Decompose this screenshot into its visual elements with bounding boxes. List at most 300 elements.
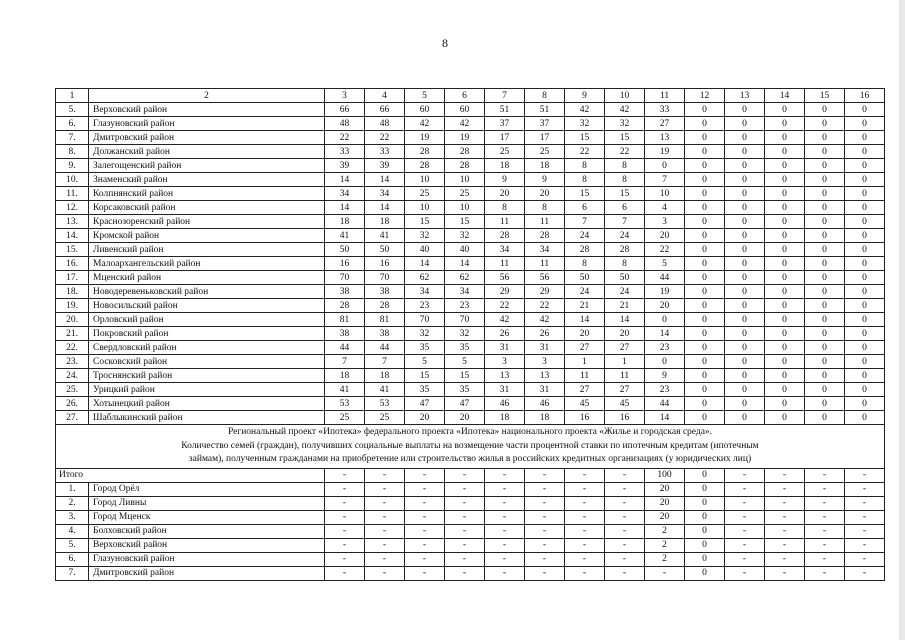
value-cell: 0 [685, 159, 725, 173]
value-cell: 0 [725, 243, 765, 257]
value-cell: 16 [605, 411, 645, 425]
value-cell: 50 [605, 271, 645, 285]
value-cell: 0 [805, 411, 845, 425]
value-cell: 0 [765, 117, 805, 131]
row-number: 6. [56, 552, 89, 566]
value-cell: 11 [525, 215, 565, 229]
district-name: Троснянский район [89, 369, 325, 383]
note-line: Региональный проект «Ипотека» федерального проекта «Ипотека» национального проекта «Жилье и городская среда». [227, 427, 713, 437]
table-row [56, 369, 885, 383]
value-cell: 35 [405, 383, 445, 397]
value-cell: - [565, 524, 605, 538]
district-name: Ливенский район [89, 243, 325, 257]
district-name: Болховский район [89, 524, 325, 538]
value-cell: - [525, 566, 565, 580]
value-cell: 38 [325, 327, 365, 341]
value-cell: 50 [365, 243, 405, 257]
value-cell: 0 [805, 201, 845, 215]
value-cell: 0 [805, 327, 845, 341]
value-cell: 28 [405, 159, 445, 173]
value-cell: 0 [765, 201, 805, 215]
value-cell: 32 [405, 229, 445, 243]
value-cell: - [525, 510, 565, 524]
value-cell: 0 [765, 187, 805, 201]
table-row [56, 411, 885, 425]
value-cell: 0 [725, 159, 765, 173]
column-header: 2 [89, 89, 325, 103]
value-cell: 0 [685, 341, 725, 355]
value-cell: 0 [685, 285, 725, 299]
value-cell: 0 [765, 299, 805, 313]
value-cell: 45 [605, 397, 645, 411]
value-cell: 14 [565, 313, 605, 327]
page-number: 8 [442, 36, 448, 50]
value-cell: 0 [765, 229, 805, 243]
value-cell: 28 [445, 145, 485, 159]
column-header: 3 [325, 89, 365, 103]
table-row [56, 145, 885, 159]
value-cell: 70 [365, 271, 405, 285]
value-cell: 26 [525, 327, 565, 341]
value-cell: 0 [725, 397, 765, 411]
value-cell: 10 [405, 173, 445, 187]
value-cell: 42 [445, 117, 485, 131]
table-row [56, 355, 885, 369]
value-cell: 0 [765, 355, 805, 369]
value-cell: 0 [725, 257, 765, 271]
value-cell: 0 [845, 117, 885, 131]
value-cell: - [765, 552, 805, 566]
note-line: займам), полученным гражданами на приобретение или строительство жилья в российских кредитных организациях (у юридических лиц) [188, 454, 752, 464]
table-row [56, 341, 885, 355]
value-cell: 51 [485, 103, 525, 117]
value-cell: 22 [525, 299, 565, 313]
value-cell: 5 [445, 355, 485, 369]
value-cell: 14 [325, 201, 365, 215]
value-cell: 66 [365, 103, 405, 117]
value-cell: 18 [525, 411, 565, 425]
value-cell: 0 [645, 355, 685, 369]
value-cell: 0 [805, 341, 845, 355]
value-cell: - [485, 538, 525, 552]
value-cell: 26 [485, 327, 525, 341]
value-cell: 0 [845, 131, 885, 145]
value-cell: - [405, 566, 445, 580]
value-cell: - [445, 510, 485, 524]
row-number: 7. [56, 131, 89, 145]
value-cell: 45 [565, 397, 605, 411]
value-cell: - [605, 482, 645, 496]
value-cell: 17 [525, 131, 565, 145]
district-name: Корсаковский район [89, 201, 325, 215]
value-cell: 11 [485, 215, 525, 229]
value-cell: 1 [605, 355, 645, 369]
value-cell: 70 [405, 313, 445, 327]
district-name: Мценский район [89, 271, 325, 285]
value-cell: 27 [645, 117, 685, 131]
value-cell: - [525, 468, 565, 482]
value-cell: 0 [725, 355, 765, 369]
value-cell: 0 [845, 159, 885, 173]
value-cell: - [765, 468, 805, 482]
value-cell: 0 [845, 341, 885, 355]
value-cell: 0 [685, 355, 725, 369]
value-cell: 2 [645, 524, 685, 538]
value-cell: 0 [685, 524, 725, 538]
value-cell: 0 [845, 299, 885, 313]
value-cell: 0 [765, 159, 805, 173]
value-cell: 0 [645, 313, 685, 327]
row-number: 13. [56, 215, 89, 229]
value-cell: 0 [845, 103, 885, 117]
value-cell: 15 [445, 215, 485, 229]
value-cell: 28 [565, 243, 605, 257]
value-cell: 10 [405, 201, 445, 215]
value-cell: 32 [405, 327, 445, 341]
value-cell: 25 [325, 411, 365, 425]
value-cell: 28 [405, 145, 445, 159]
value-cell: 23 [405, 299, 445, 313]
table-row [56, 327, 885, 341]
column-header: 1 [56, 89, 89, 103]
district-name: Город Мценск [89, 510, 325, 524]
value-cell: 0 [685, 173, 725, 187]
value-cell: 70 [325, 271, 365, 285]
value-cell: - [565, 468, 605, 482]
value-cell: - [765, 538, 805, 552]
value-cell: 8 [605, 159, 645, 173]
district-name: Знаменский район [89, 173, 325, 187]
value-cell: - [405, 496, 445, 510]
value-cell: 33 [325, 145, 365, 159]
value-cell: 22 [325, 131, 365, 145]
value-cell: 0 [805, 117, 845, 131]
value-cell: 35 [445, 383, 485, 397]
value-cell: 13 [485, 369, 525, 383]
value-cell: 32 [565, 117, 605, 131]
district-name: Дмитровский район [89, 566, 325, 580]
value-cell: 18 [365, 215, 405, 229]
value-cell: - [605, 496, 645, 510]
value-cell: 22 [365, 131, 405, 145]
value-cell: 0 [725, 103, 765, 117]
value-cell: 34 [405, 285, 445, 299]
table-row [56, 201, 885, 215]
value-cell: 11 [525, 257, 565, 271]
value-cell: 13 [645, 131, 685, 145]
value-cell: 0 [725, 313, 765, 327]
value-cell: 33 [645, 103, 685, 117]
value-cell: 18 [485, 159, 525, 173]
value-cell: - [605, 524, 645, 538]
value-cell: 28 [485, 229, 525, 243]
value-cell: 20 [645, 482, 685, 496]
value-cell: 0 [685, 103, 725, 117]
value-cell: 24 [565, 229, 605, 243]
value-cell: 10 [645, 187, 685, 201]
value-cell: 28 [365, 299, 405, 313]
row-number: 7. [56, 566, 89, 580]
row-number: 22. [56, 341, 89, 355]
value-cell: 0 [765, 397, 805, 411]
value-cell: 0 [805, 369, 845, 383]
district-name: Кромской район [89, 229, 325, 243]
value-cell: 0 [845, 313, 885, 327]
column-header: 6 [445, 89, 485, 103]
value-cell: - [565, 552, 605, 566]
value-cell: 9 [525, 173, 565, 187]
value-cell: 19 [645, 145, 685, 159]
value-cell: 0 [765, 327, 805, 341]
value-cell: 0 [805, 215, 845, 229]
value-cell: 14 [605, 313, 645, 327]
value-cell: 0 [685, 229, 725, 243]
value-cell: 15 [445, 369, 485, 383]
value-cell: - [845, 552, 885, 566]
column-header: 16 [845, 89, 885, 103]
value-cell: 10 [445, 201, 485, 215]
value-cell: - [365, 468, 405, 482]
value-cell: 20 [645, 510, 685, 524]
value-cell: - [765, 496, 805, 510]
value-cell: 56 [485, 271, 525, 285]
value-cell: 0 [845, 285, 885, 299]
value-cell: - [565, 496, 605, 510]
district-name: Новодеревеньковский район [89, 285, 325, 299]
district-name: Малоархангельский район [89, 257, 325, 271]
column-header: 8 [525, 89, 565, 103]
value-cell: 0 [685, 383, 725, 397]
table-row [56, 383, 885, 397]
value-cell: 0 [685, 496, 725, 510]
value-cell: - [805, 510, 845, 524]
value-cell: - [405, 552, 445, 566]
value-cell: 0 [725, 201, 765, 215]
value-cell: 15 [565, 131, 605, 145]
value-cell: 0 [765, 383, 805, 397]
value-cell: 8 [565, 173, 605, 187]
value-cell: - [725, 566, 765, 580]
value-cell: - [845, 468, 885, 482]
value-cell: 44 [325, 341, 365, 355]
value-cell: 6 [605, 201, 645, 215]
value-cell: 16 [325, 257, 365, 271]
value-cell: 4 [645, 201, 685, 215]
value-cell: 18 [325, 215, 365, 229]
value-cell: 8 [605, 257, 645, 271]
value-cell: 0 [805, 159, 845, 173]
value-cell: - [485, 566, 525, 580]
value-cell: 3 [525, 355, 565, 369]
value-cell: 0 [725, 187, 765, 201]
value-cell: - [485, 524, 525, 538]
value-cell: 0 [685, 131, 725, 145]
row-number: 2. [56, 496, 89, 510]
district-name: Верховский район [89, 538, 325, 552]
value-cell: 3 [645, 215, 685, 229]
district-name: Хотынецкий район [89, 397, 325, 411]
value-cell: 0 [725, 215, 765, 229]
value-cell: 0 [725, 299, 765, 313]
value-cell: 53 [325, 397, 365, 411]
district-name: Орловский район [89, 313, 325, 327]
value-cell: 10 [445, 173, 485, 187]
value-cell: - [845, 524, 885, 538]
value-cell: - [845, 566, 885, 580]
note-line: Количество семей (граждан), получивших социальные выплаты на возмещение части процентной ставки по ипотечным кредитам (ипотечным [181, 440, 759, 451]
value-cell: - [445, 482, 485, 496]
column-header: 5 [405, 89, 445, 103]
table-row [56, 229, 885, 243]
value-cell: 32 [445, 327, 485, 341]
value-cell: 28 [445, 159, 485, 173]
row-number: 24. [56, 369, 89, 383]
table-row [56, 187, 885, 201]
row-number: 6. [56, 117, 89, 131]
value-cell: - [365, 524, 405, 538]
value-cell: 39 [365, 159, 405, 173]
district-name: Город Ливны [89, 496, 325, 510]
value-cell: 0 [805, 299, 845, 313]
value-cell: 14 [325, 173, 365, 187]
table-row [56, 496, 885, 510]
value-cell: 20 [525, 187, 565, 201]
value-cell: - [325, 566, 365, 580]
value-cell: 0 [685, 257, 725, 271]
value-cell: - [445, 524, 485, 538]
value-cell: 0 [805, 383, 845, 397]
value-cell: 0 [685, 117, 725, 131]
value-cell: 0 [805, 313, 845, 327]
value-cell: 0 [685, 411, 725, 425]
column-header-row [56, 89, 885, 103]
value-cell: 0 [805, 243, 845, 257]
district-name: Глазуновский район [89, 117, 325, 131]
value-cell: - [405, 510, 445, 524]
value-cell: 42 [605, 103, 645, 117]
value-cell: - [565, 566, 605, 580]
value-cell: - [445, 538, 485, 552]
value-cell: 0 [645, 159, 685, 173]
value-cell: - [525, 538, 565, 552]
value-cell: 34 [325, 187, 365, 201]
value-cell: 0 [765, 271, 805, 285]
value-cell: 0 [685, 538, 725, 552]
value-cell: 7 [325, 355, 365, 369]
section-note [56, 425, 885, 469]
value-cell: - [325, 468, 365, 482]
row-number: 15. [56, 243, 89, 257]
value-cell: 0 [765, 341, 805, 355]
value-cell: 37 [485, 117, 525, 131]
value-cell: 25 [365, 411, 405, 425]
table-row [56, 103, 885, 117]
row-number: 5. [56, 103, 89, 117]
value-cell: 32 [445, 229, 485, 243]
table-row [56, 510, 885, 524]
value-cell: 60 [445, 103, 485, 117]
value-cell: - [365, 482, 405, 496]
value-cell: 35 [405, 341, 445, 355]
table-row [56, 538, 885, 552]
table-row [56, 131, 885, 145]
value-cell: 0 [685, 552, 725, 566]
value-cell: - [525, 482, 565, 496]
value-cell: - [525, 496, 565, 510]
value-cell: - [725, 496, 765, 510]
table-row [56, 299, 885, 313]
value-cell: 27 [565, 383, 605, 397]
column-header: 7 [485, 89, 525, 103]
value-cell: 3 [485, 355, 525, 369]
value-cell: 0 [685, 327, 725, 341]
value-cell: 0 [685, 510, 725, 524]
row-number: 5. [56, 538, 89, 552]
value-cell: 0 [845, 411, 885, 425]
value-cell: 0 [725, 131, 765, 145]
district-name: Краснозоренский район [89, 215, 325, 229]
value-cell: 0 [685, 243, 725, 257]
value-cell: 0 [725, 341, 765, 355]
value-cell: 0 [765, 285, 805, 299]
value-cell: - [405, 482, 445, 496]
value-cell: 0 [845, 383, 885, 397]
value-cell: 14 [405, 257, 445, 271]
value-cell: 0 [845, 201, 885, 215]
value-cell: 7 [365, 355, 405, 369]
value-cell: - [365, 538, 405, 552]
value-cell: 46 [525, 397, 565, 411]
value-cell: 0 [765, 243, 805, 257]
value-cell: 41 [365, 383, 405, 397]
total-row [56, 468, 885, 482]
value-cell: - [445, 496, 485, 510]
value-cell: 70 [445, 313, 485, 327]
value-cell: - [485, 482, 525, 496]
value-cell: 47 [445, 397, 485, 411]
table-row [56, 552, 885, 566]
value-cell: 33 [365, 145, 405, 159]
value-cell: 0 [805, 257, 845, 271]
value-cell: - [365, 552, 405, 566]
value-cell: 0 [845, 243, 885, 257]
value-cell: 0 [805, 187, 845, 201]
value-cell: 0 [845, 271, 885, 285]
value-cell: - [805, 482, 845, 496]
value-cell: 23 [645, 383, 685, 397]
value-cell: 0 [725, 369, 765, 383]
value-cell: 25 [445, 187, 485, 201]
value-cell: - [325, 510, 365, 524]
value-cell: - [725, 482, 765, 496]
value-cell: 24 [605, 229, 645, 243]
row-number: 12. [56, 201, 89, 215]
value-cell: 29 [485, 285, 525, 299]
value-cell: - [605, 538, 645, 552]
value-cell: 1 [565, 355, 605, 369]
value-cell: 34 [485, 243, 525, 257]
value-cell: 0 [725, 173, 765, 187]
value-cell: - [405, 468, 445, 482]
value-cell: 0 [765, 215, 805, 229]
value-cell: - [565, 538, 605, 552]
row-number: 17. [56, 271, 89, 285]
value-cell: - [485, 496, 525, 510]
value-cell: 5 [645, 257, 685, 271]
value-cell: 32 [605, 117, 645, 131]
value-cell: - [805, 468, 845, 482]
value-cell: - [805, 496, 845, 510]
